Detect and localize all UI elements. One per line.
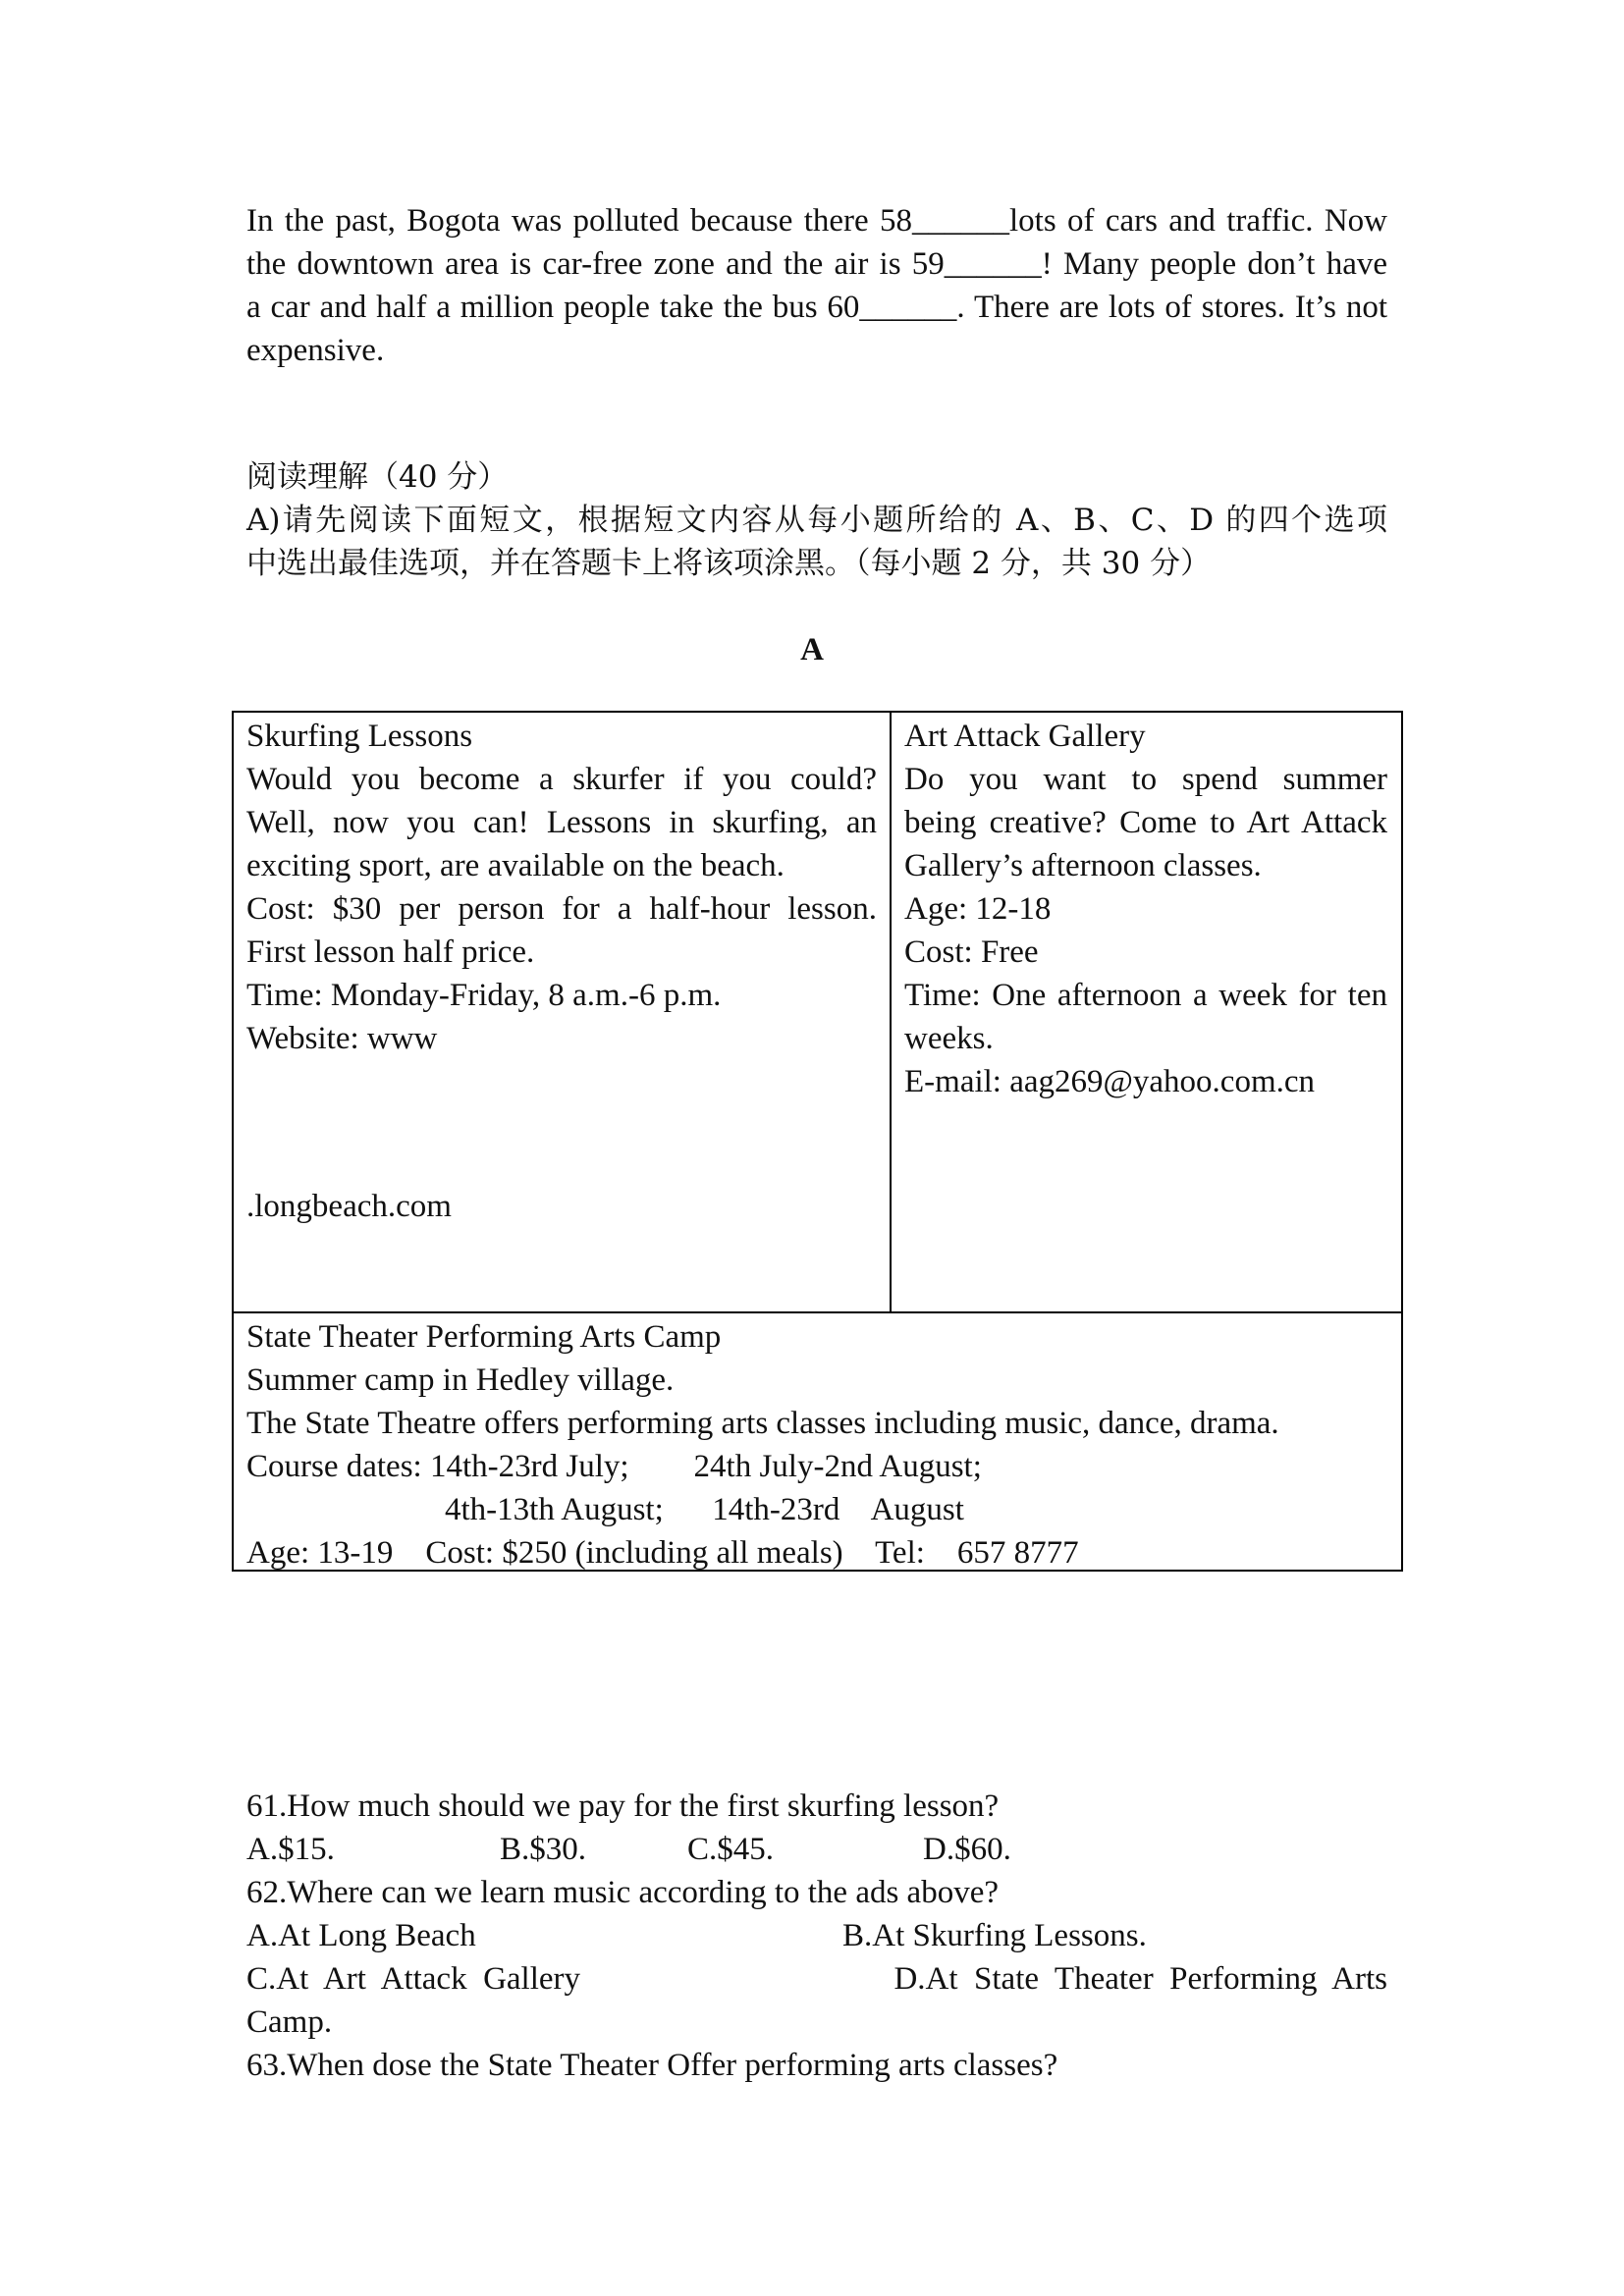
ad-title: Skurfing Lessons <box>246 719 473 754</box>
ad-text: Well, now you can! Lessons in skurfing, an <box>246 805 877 840</box>
ad-course-dates-cont: 4th-13th August; 14th-23rd August <box>445 1492 964 1527</box>
reading-section <box>246 455 1387 585</box>
ad-website: Website: www <box>246 1021 438 1056</box>
ad-text: Would you become a skurfer if you could? <box>246 762 877 797</box>
option-b: B.$30. <box>500 1832 587 1867</box>
ad-time-cont: weeks. <box>904 1021 994 1056</box>
option-c: C.$45. <box>687 1832 775 1867</box>
option-c: C.At Art Attack Gallery <box>246 1961 581 1997</box>
cloze-line: the downtown area is car-free zone and the air is 59______! Many people don’t have <box>246 246 1387 282</box>
section-instruction: A)请先阅读下面短文，根据短文内容从每小题所给的 A、B、C、D 的四个选项 <box>246 503 1387 538</box>
option-b: B.At Skurfing Lessons. <box>842 1918 1147 1953</box>
ad-state-theater <box>246 1315 1387 1575</box>
ad-text: First lesson half price. <box>246 934 535 970</box>
cloze-line: In the past, Bogota was polluted because there 58______lots of cars and traffic. Now <box>246 203 1387 239</box>
option-a: A.$15. <box>246 1832 335 1867</box>
ad-cost: Cost: $30 per person for a half-hour lesson. <box>246 891 877 927</box>
ad-course-dates: Course dates: 14th-23rd July; 24th July-2nd August; <box>246 1449 982 1484</box>
ad-time: Time: Monday-Friday, 8 a.m.-6 p.m. <box>246 978 722 1013</box>
ad-skurfing-website-cont <box>246 1185 877 1228</box>
ad-website-domain: .longbeach.com <box>246 1189 452 1224</box>
ad-time: Time: One afternoon a week for ten <box>904 978 1387 1013</box>
option-d: D.At State Theater Performing Arts <box>893 1961 1387 1997</box>
question-options <box>246 1914 1387 1957</box>
question-options <box>246 1828 1387 1871</box>
option-a: A.At Long Beach <box>246 1918 476 1953</box>
ad-text: exciting sport, are available on the beach. <box>246 848 785 883</box>
ad-text: Do you want to spend summer <box>904 762 1387 797</box>
option-d: D.$60. <box>923 1832 1011 1867</box>
ad-skurfing-lessons <box>246 715 877 1060</box>
table-divider-horizontal <box>232 1311 1403 1313</box>
ad-age: Age: 12-18 <box>904 891 1052 927</box>
ad-cost: Cost: Free <box>904 934 1039 970</box>
ad-text: The State Theatre offers performing arts classes including music, dance, drama. <box>246 1406 1279 1441</box>
passage-label: A <box>800 632 824 667</box>
questions <box>246 1785 1387 2087</box>
ad-email: E-mail: aag269@yahoo.com.cn <box>904 1064 1316 1099</box>
section-instruction: 中选出最佳选项，并在答题卡上将该项涂黑。（每小题 2 分，共 30 分） <box>246 546 1212 581</box>
option-d-cont: Camp. <box>246 2004 333 2040</box>
cloze-line: a car and half a million people take the bus 60______. There are lots of stores. It’s not <box>246 290 1387 325</box>
ad-art-attack-gallery <box>904 715 1387 1103</box>
section-heading: 阅读理解（40 分） <box>246 459 509 495</box>
table-divider-vertical <box>890 711 892 1313</box>
question-stem: 62.Where can we learn music according to the ads above? <box>246 1875 999 1910</box>
ad-age-cost-tel: Age: 13-19 Cost: $250 (including all meals) Tel: 657 8777 <box>246 1535 1079 1571</box>
ad-title: State Theater Performing Arts Camp <box>246 1319 722 1355</box>
ad-text: Gallery’s afternoon classes. <box>904 848 1262 883</box>
ad-text: Summer camp in Hedley village. <box>246 1362 675 1398</box>
ad-text: being creative? Come to Art Attack <box>904 805 1387 840</box>
cloze-line: expensive. <box>246 333 385 368</box>
ad-title: Art Attack Gallery <box>904 719 1146 754</box>
question-stem: 61.How much should we pay for the first skurfing lesson? <box>246 1789 1000 1824</box>
question-options <box>246 1957 1387 2001</box>
cloze-paragraph <box>246 199 1387 372</box>
question-stem: 63.When dose the State Theater Offer performing arts classes? <box>246 2048 1058 2083</box>
